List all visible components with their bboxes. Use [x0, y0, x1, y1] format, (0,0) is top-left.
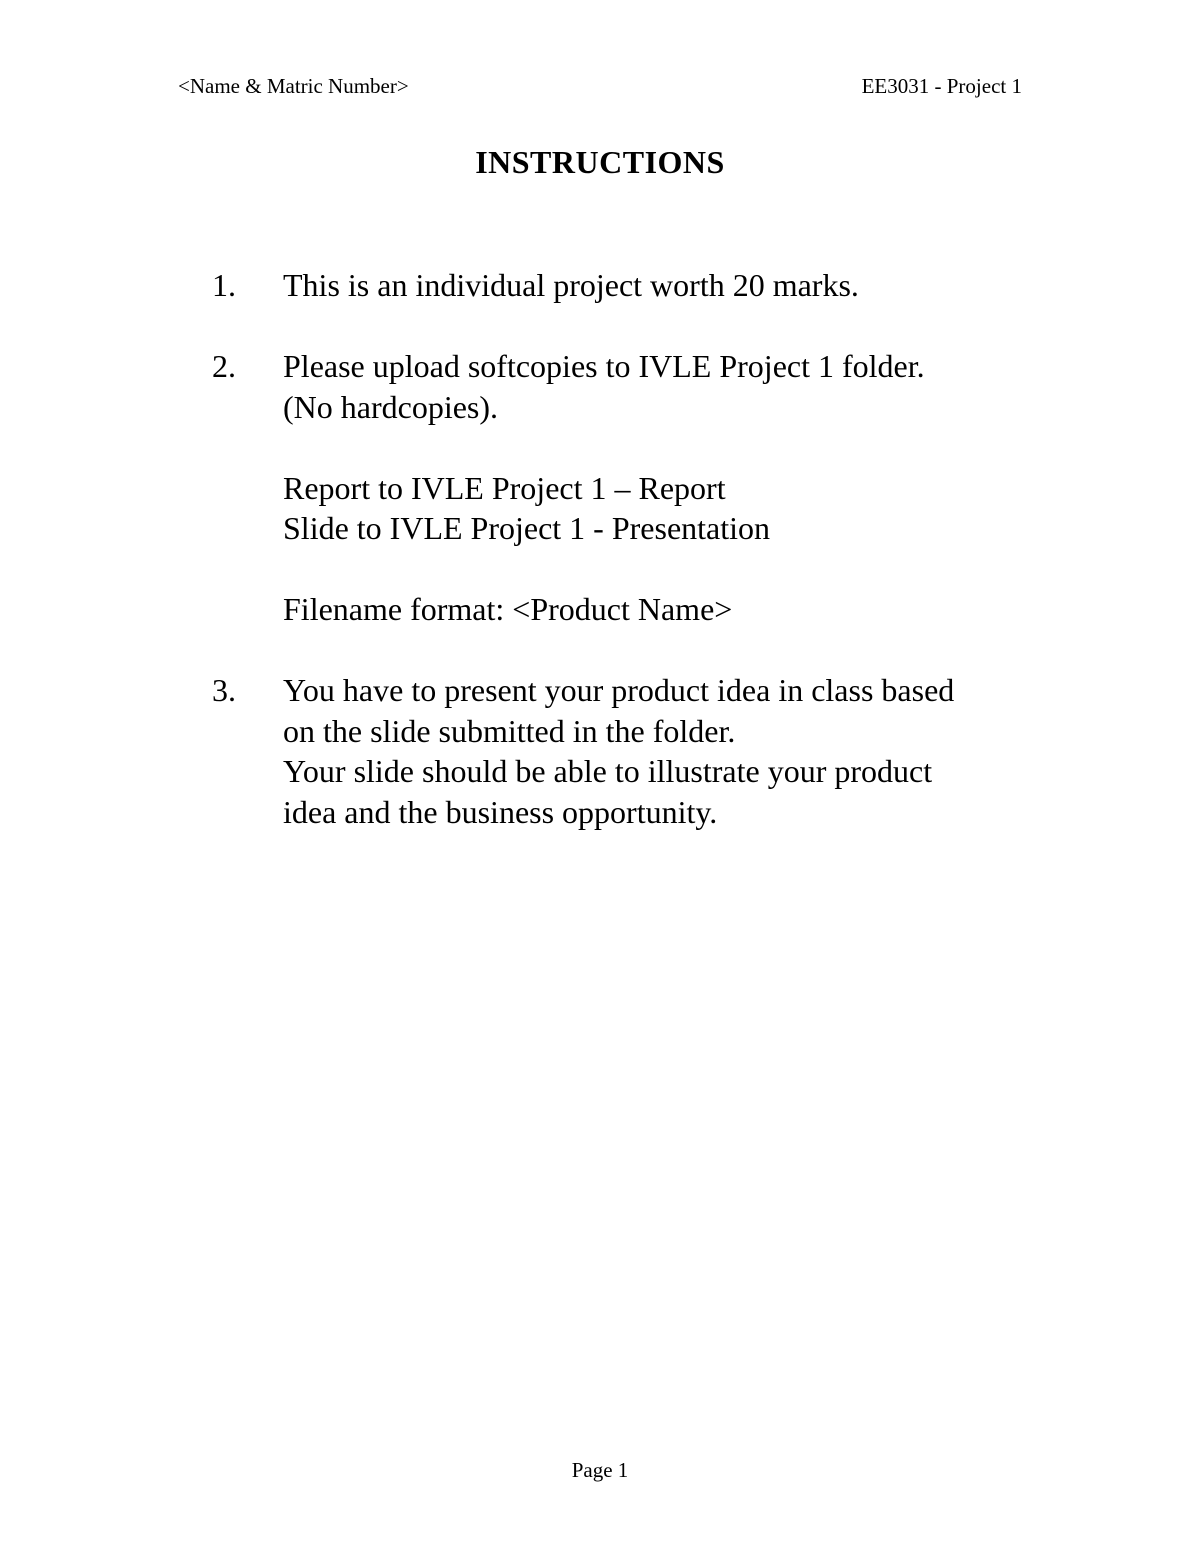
- instructions-list: [212, 265, 1052, 832]
- blank-line: [283, 427, 1052, 468]
- item-number: 2.: [212, 348, 236, 384]
- header-name-matric: <Name & Matric Number>: [178, 74, 409, 98]
- item-text-line: (No hardcopies).: [283, 388, 499, 425]
- page-title: INSTRUCTIONS: [475, 144, 725, 180]
- item-text-line: This is an individual project worth 20 marks.: [283, 267, 859, 303]
- instruction-item-3: [212, 670, 1052, 832]
- instruction-item-1: [212, 265, 1052, 306]
- blank-line: [283, 549, 1052, 590]
- item-text-line: You have to present your product idea in class based: [283, 672, 955, 708]
- instruction-item-2: [212, 346, 1052, 630]
- item-text-line: on the slide submitted in the folder.: [283, 712, 736, 749]
- item-text-line: Please upload softcopies to IVLE Project 1 folder.: [283, 348, 925, 384]
- header-course-project: EE3031 - Project 1: [861, 74, 1022, 98]
- item-number: 1.: [212, 267, 236, 303]
- item-text-line: Report to IVLE Project 1 – Report: [283, 469, 726, 506]
- item-text-line: idea and the business opportunity.: [283, 793, 718, 830]
- item-text-line: Your slide should be able to illustrate your product: [283, 753, 933, 789]
- page-number: Page 1: [571, 1458, 629, 1482]
- item-text-line: Filename format: <Product Name>: [283, 591, 733, 627]
- item-number: 3.: [212, 672, 236, 708]
- item-text-line: Slide to IVLE Project 1 - Presentation: [283, 510, 771, 546]
